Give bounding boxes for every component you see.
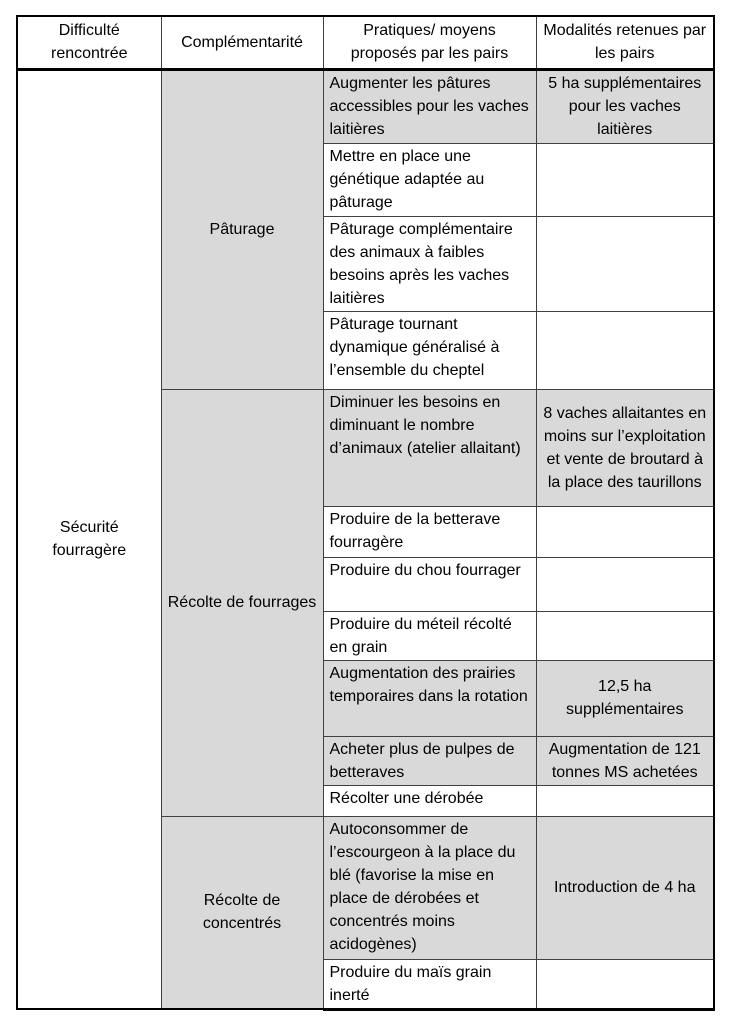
pratique-cell: Diminuer les besoins en diminuant le nombre d’animaux (atelier allaitant): [323, 389, 536, 506]
col-header-modalites: Modalités retenues par les pairs: [536, 16, 714, 69]
modalite-cell: [536, 143, 714, 216]
pratique-cell: Produire du chou fourrager: [323, 557, 536, 611]
header-row: [17, 16, 714, 69]
col-header-complementarite: Complémentarité: [161, 16, 323, 69]
modalite-cell: 12,5 ha supplémentaires: [536, 660, 714, 736]
pratique-cell: Autoconsommer de l’escourgeon à la place du blé (favorise la mise en place de dérobées et concentrés moins acidogènes): [323, 816, 536, 959]
modalite-cell: [536, 959, 714, 1009]
modalite-cell: [536, 506, 714, 557]
difficulty-cell: Sécurité fourragère: [17, 69, 161, 1009]
pratique-cell: Produire du maïs grain inerté: [323, 959, 536, 1009]
peer-practices-table: [16, 15, 715, 1011]
modalite-cell: [536, 611, 714, 660]
pratique-cell: Produire de la betterave fourragère: [323, 506, 536, 557]
table-row: [17, 69, 714, 143]
modalite-cell: [536, 785, 714, 816]
group-cell-recolte-fourrages: Récolte de fourrages: [161, 389, 323, 816]
pratique-cell: Pâturage tournant dynamique généralisé à l’ensemble du cheptel: [323, 311, 536, 389]
pratique-cell: Augmenter les pâtures accessibles pour les vaches laitières: [323, 69, 536, 143]
modalite-cell: [536, 216, 714, 311]
col-header-pratiques: Pratiques/ moyens proposés par les pairs: [323, 16, 536, 69]
pratique-cell: Mettre en place une génétique adaptée au pâturage: [323, 143, 536, 216]
group-cell-recolte-concentres: Récolte de concentrés: [161, 816, 323, 1009]
modalite-cell: 8 vaches allaitantes en moins sur l’exploitation et vente de broutard à la place des taurillons: [536, 389, 714, 506]
modalite-cell: [536, 311, 714, 389]
pratique-cell: Acheter plus de pulpes de betteraves: [323, 736, 536, 785]
pratique-cell: Produire du méteil récolté en grain: [323, 611, 536, 660]
modalite-cell: Introduction de 4 ha: [536, 816, 714, 959]
group-cell-paturage: Pâturage: [161, 69, 323, 389]
modalite-cell: 5 ha supplémentaires pour les vaches laitières: [536, 69, 714, 143]
pratique-cell: Augmentation des prairies temporaires dans la rotation: [323, 660, 536, 736]
col-header-difficulte: Difficulté rencontrée: [17, 16, 161, 69]
modalite-cell: Augmentation de 121 tonnes MS achetées: [536, 736, 714, 785]
pratique-cell: Pâturage complémentaire des animaux à faibles besoins après les vaches laitières: [323, 216, 536, 311]
modalite-cell: [536, 557, 714, 611]
pratique-cell: Récolter une dérobée: [323, 785, 536, 816]
